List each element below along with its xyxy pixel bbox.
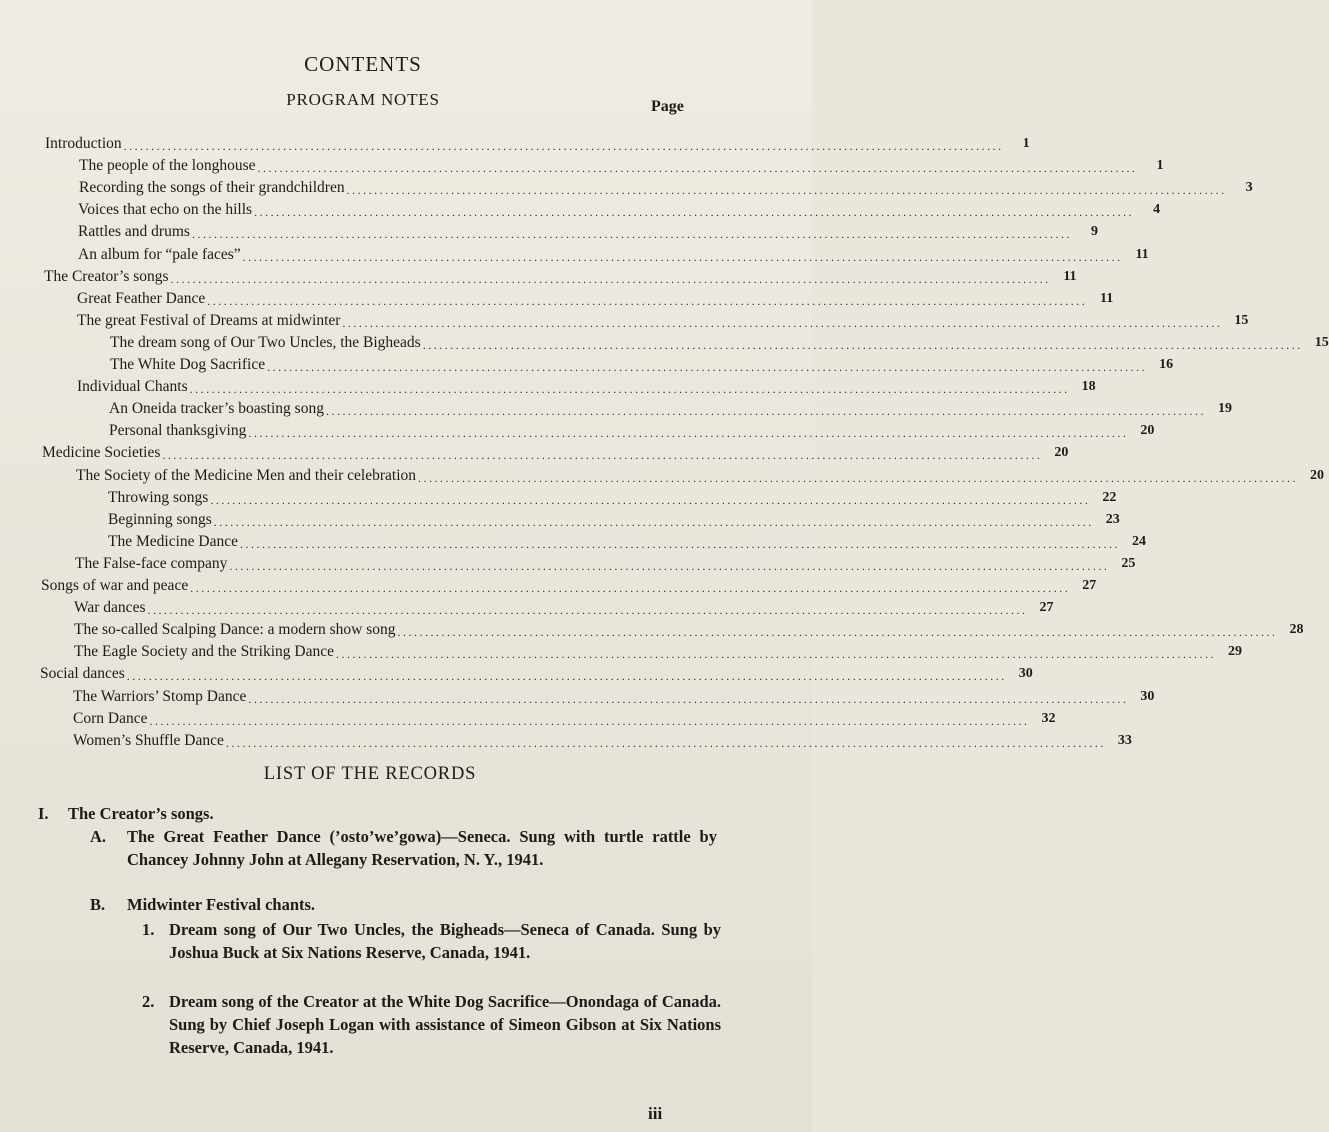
toc-leader-dots: ................................................................................................................................................................ bbox=[267, 360, 1148, 374]
toc-row bbox=[44, 265, 1077, 287]
record-entry bbox=[90, 893, 679, 916]
toc-entry-label: Personal thanksgiving bbox=[109, 422, 247, 440]
record-marker: 2. bbox=[142, 992, 155, 1011]
toc-page-number: 11 bbox=[1135, 246, 1149, 262]
toc-entry-label: Rattles and drums bbox=[78, 223, 190, 241]
toc-leader-dots: ................................................................................................................................................................ bbox=[225, 735, 1106, 750]
record-text: The Creator’s songs. bbox=[68, 804, 214, 823]
toc-entry-label: Women’s Shuffle Dance bbox=[73, 731, 224, 749]
toc-row bbox=[73, 729, 1132, 751]
toc-leader-dots: ................................................................................................................................................................ bbox=[239, 536, 1120, 551]
records-heading: LIST OF THE RECORDS bbox=[263, 764, 477, 784]
toc-page-number: 4 bbox=[1153, 202, 1161, 218]
toc-entry-label: War dances bbox=[74, 599, 146, 617]
toc-page-number: 24 bbox=[1131, 533, 1146, 549]
toc-row bbox=[108, 530, 1146, 552]
toc-entry-label: The so-called Scalping Dance: a modern show song bbox=[74, 621, 396, 639]
toc-row bbox=[108, 508, 1120, 530]
toc-entry-label: Songs of war and peace bbox=[41, 577, 189, 594]
record-marker: B. bbox=[90, 895, 106, 914]
toc-entry-label: The Society of the Medicine Men and their celebration bbox=[76, 466, 417, 484]
toc-row bbox=[108, 486, 1117, 508]
page-number: iii bbox=[648, 1104, 663, 1123]
toc-entry-label: An Oneida tracker’s boasting song bbox=[109, 400, 324, 418]
toc-entry-label: The White Dog Sacrifice bbox=[110, 356, 266, 373]
record-entry bbox=[38, 802, 728, 825]
toc-row bbox=[79, 154, 1164, 176]
toc-entry-label: The False-face company bbox=[75, 554, 228, 572]
toc-page-number: 3 bbox=[1245, 180, 1253, 196]
toc-leader-dots: ................................................................................................................................................................ bbox=[162, 448, 1043, 463]
toc-row bbox=[74, 596, 1054, 618]
page-column-label: Page bbox=[651, 98, 684, 115]
toc-page-number: 1 bbox=[1022, 136, 1030, 151]
toc-leader-dots: ................................................................................................................................................................ bbox=[257, 161, 1138, 176]
toc-row bbox=[41, 574, 1097, 596]
toc-entry-label: Throwing songs bbox=[108, 488, 209, 506]
toc-leader-dots: ................................................................................................................................................................ bbox=[418, 470, 1299, 485]
toc-page-number: 27 bbox=[1039, 600, 1054, 616]
toc-row bbox=[42, 441, 1069, 463]
toc-entry-label: Great Feather Dance bbox=[77, 289, 206, 307]
toc-row bbox=[77, 287, 1114, 309]
toc-page-number: 23 bbox=[1105, 511, 1120, 527]
toc-row bbox=[76, 464, 1325, 486]
toc-page-number: 22 bbox=[1102, 489, 1117, 505]
toc-entry-label: An album for “pale faces” bbox=[78, 245, 241, 263]
toc-row bbox=[77, 309, 1249, 331]
toc-page-number: 15 bbox=[1234, 312, 1249, 328]
toc-leader-dots: ................................................................................................................................................................ bbox=[126, 669, 1007, 684]
toc-leader-dots: ................................................................................................................................................................ bbox=[170, 271, 1051, 286]
toc-entry-label: The dream song of Our Two Uncles, the Bigheads bbox=[110, 333, 421, 351]
toc-page-number: 33 bbox=[1117, 732, 1132, 748]
toc-entry-label: The Creator’s songs bbox=[44, 267, 169, 285]
record-text: Dream song of the Creator at the White Dog Sacrifice—Onondaga of Canada. Sung by Chief Joseph Logan with assistance of Simeon Gibson at Six Nations Reserve, Canada, 1941. bbox=[169, 992, 721, 1057]
toc-entry-label: Medicine Societies bbox=[42, 444, 161, 462]
contents-heading: CONTENTS bbox=[304, 52, 422, 76]
record-entry bbox=[142, 990, 721, 1059]
toc-row bbox=[78, 220, 1098, 242]
record-marker: A. bbox=[90, 827, 107, 846]
toc-row bbox=[109, 419, 1155, 441]
toc-page-number: 30 bbox=[1140, 688, 1155, 704]
toc-page-number: 29 bbox=[1227, 644, 1242, 660]
toc-row bbox=[75, 552, 1136, 574]
toc-leader-dots: ................................................................................................................................................................ bbox=[207, 293, 1088, 308]
toc-leader-dots: ................................................................................................................................................................ bbox=[346, 183, 1227, 198]
toc-page-number: 28 bbox=[1289, 622, 1304, 638]
toc-page-number: 20 bbox=[1140, 423, 1155, 439]
toc-row bbox=[40, 662, 1033, 684]
toc-leader-dots: ................................................................................................................................................................ bbox=[147, 603, 1028, 618]
toc-row bbox=[73, 707, 1056, 729]
toc-page-number: 32 bbox=[1041, 710, 1056, 726]
toc-leader-dots: ................................................................................................................................................................ bbox=[190, 581, 1071, 595]
toc-leader-dots: ................................................................................................................................................................ bbox=[229, 558, 1110, 573]
toc-entry-label: Beginning songs bbox=[108, 510, 212, 528]
toc-leader-dots: ................................................................................................................................................................ bbox=[254, 205, 1135, 220]
toc-page-number: 15 bbox=[1314, 334, 1329, 350]
toc-row bbox=[74, 640, 1242, 662]
toc-page-number: 11 bbox=[1100, 290, 1114, 306]
record-entry bbox=[142, 918, 721, 964]
toc-leader-dots: ................................................................................................................................................................ bbox=[248, 426, 1129, 441]
toc-page-number: 30 bbox=[1018, 666, 1033, 682]
toc-page-number: 18 bbox=[1081, 379, 1096, 395]
toc-entry-label: Individual Chants bbox=[77, 378, 188, 396]
toc-row bbox=[74, 618, 1304, 640]
toc-leader-dots: ................................................................................................................................................................ bbox=[149, 713, 1030, 728]
toc-entry-label: Social dances bbox=[40, 665, 125, 683]
toc-page-number: 25 bbox=[1121, 555, 1136, 571]
record-text: The Great Feather Dance (’osto’we’gowa)—Seneca. Sung with turtle rattle by Chancey Johnny John at Allegany Reservation, N. Y., 1941. bbox=[127, 827, 717, 869]
toc-entry-label: The Medicine Dance bbox=[108, 532, 238, 550]
toc-page-number: 16 bbox=[1159, 357, 1174, 372]
toc-row bbox=[45, 132, 1030, 154]
toc-page-number: 11 bbox=[1063, 268, 1077, 284]
toc-leader-dots: ................................................................................................................................................................ bbox=[325, 404, 1206, 419]
toc-row bbox=[110, 331, 1329, 353]
toc-entry-label: Recording the songs of their grandchildren bbox=[79, 179, 345, 197]
toc-leader-dots: ................................................................................................................................................................ bbox=[248, 691, 1129, 706]
toc-page-number: 9 bbox=[1090, 224, 1098, 240]
toc-entry-label: The people of the longhouse bbox=[79, 157, 256, 175]
toc-leader-dots: ................................................................................................................................................................ bbox=[189, 382, 1070, 397]
toc-leader-dots: ................................................................................................................................................................ bbox=[335, 647, 1216, 662]
toc-leader-dots: ................................................................................................................................................................ bbox=[213, 514, 1094, 529]
toc-row bbox=[73, 685, 1155, 707]
toc-entry-label: The great Festival of Dreams at midwinter bbox=[77, 311, 341, 329]
toc-row bbox=[109, 397, 1232, 419]
toc-leader-dots: ................................................................................................................................................................ bbox=[191, 227, 1072, 242]
toc-entry-label: The Eagle Society and the Striking Dance bbox=[74, 643, 334, 661]
toc-page-number: 19 bbox=[1217, 401, 1232, 417]
toc-entry-label: The Warriors’ Stomp Dance bbox=[73, 687, 247, 705]
toc-row bbox=[79, 176, 1253, 198]
toc-leader-dots: ................................................................................................................................................................ bbox=[342, 315, 1223, 330]
toc-leader-dots: ................................................................................................................................................................ bbox=[210, 492, 1091, 507]
toc-row bbox=[110, 353, 1174, 375]
toc-row bbox=[77, 375, 1096, 397]
record-entry bbox=[90, 825, 717, 871]
toc-leader-dots: ................................................................................................................................................................ bbox=[422, 337, 1303, 352]
toc-entry-label: Voices that echo on the hills bbox=[78, 201, 253, 219]
toc-page-number: 27 bbox=[1082, 578, 1097, 593]
toc-leader-dots: ................................................................................................................................................................ bbox=[242, 249, 1123, 264]
record-text: Dream song of Our Two Uncles, the Bigheads—Seneca of Canada. Sung by Joshua Buck at Six Nations Reserve, Canada, 1941. bbox=[169, 920, 721, 962]
toc-entry-label: Corn Dance bbox=[73, 709, 148, 727]
record-text: Midwinter Festival chants. bbox=[127, 895, 316, 914]
toc-row bbox=[78, 198, 1161, 220]
toc-entry-label: Introduction bbox=[45, 135, 122, 152]
toc-row bbox=[78, 243, 1149, 265]
toc-leader-dots: ................................................................................................................................................................ bbox=[397, 625, 1278, 640]
record-marker: 1. bbox=[142, 920, 155, 939]
toc-leader-dots: ................................................................................................................................................................ bbox=[123, 139, 1004, 153]
record-marker: I. bbox=[38, 804, 49, 823]
toc-page-number: 1 bbox=[1156, 158, 1164, 174]
toc-page-number: 20 bbox=[1054, 445, 1069, 461]
program-notes-heading: PROGRAM NOTES bbox=[286, 90, 440, 109]
toc-page-number: 20 bbox=[1310, 467, 1325, 483]
